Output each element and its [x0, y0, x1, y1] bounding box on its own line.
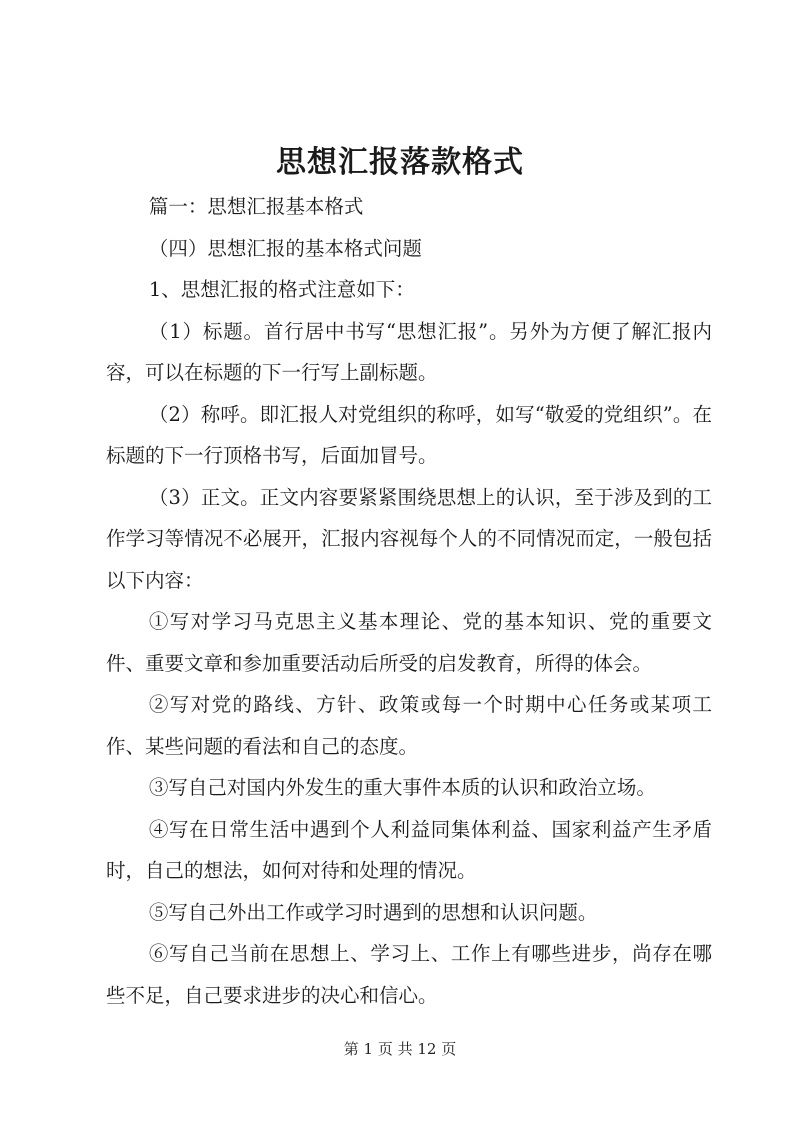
paragraph-section-heading: 篇一：思想汇报基本格式	[148, 195, 364, 218]
paragraph-item-2: ②写对党的路线、方针、政策或每一个时期中心任务或某项工作、某些问题的看法和自己的态度。	[106, 693, 712, 758]
paragraph-title-rule: （1）标题。首行居中书写“思想汇报”。另外为方便了解汇报内容，可以在标题的下一行写上副标题。	[106, 319, 712, 384]
paragraph-item-1: ①写对学习马克思主义基本理论、党的基本知识、党的重要文件、重要文章和参加重要活动后所受的启发教育，所得的体会。	[106, 610, 712, 675]
paragraph-item-5: ⑤写自己外出工作或学习时遇到的思想和认识问题。	[148, 900, 598, 924]
paragraph-body-rule: （3）正文。正文内容要紧紧围绕思想上的认识，至于涉及到的工作学习等情况不必展开，汇报内容视每个人的不同情况而定，一般包括以下内容：	[106, 485, 712, 592]
paragraph-item-6: ⑥写自己当前在思想上、学习上、工作上有哪些进步，尚存在哪些不足，自己要求进步的决心和信心。	[106, 942, 712, 1007]
document-body	[106, 186, 712, 1016]
document-title: 思想汇报落款格式	[276, 145, 524, 180]
paragraph-format-notes-heading: 1、思想汇报的格式注意如下：	[148, 278, 415, 301]
paragraph-item-4: ④写在日常生活中遇到个人利益同集体利益、国家利益产生矛盾时，自己的想法，如何对待和处理的情况。	[106, 817, 712, 882]
page-number-footer: 第 1 页 共 12 页	[343, 1040, 457, 1058]
paragraph-item-3: ③写自己对国内外发生的重大事件本质的认识和政治立场。	[148, 776, 656, 799]
paragraph-salutation-rule: （2）称呼。即汇报人对党组织的称呼，如写“敬爱的党组织”。在标题的下一行顶格书写，后面加冒号。	[106, 402, 712, 467]
paragraph-subsection-heading: （四）思想汇报的基本格式问题	[148, 236, 422, 260]
